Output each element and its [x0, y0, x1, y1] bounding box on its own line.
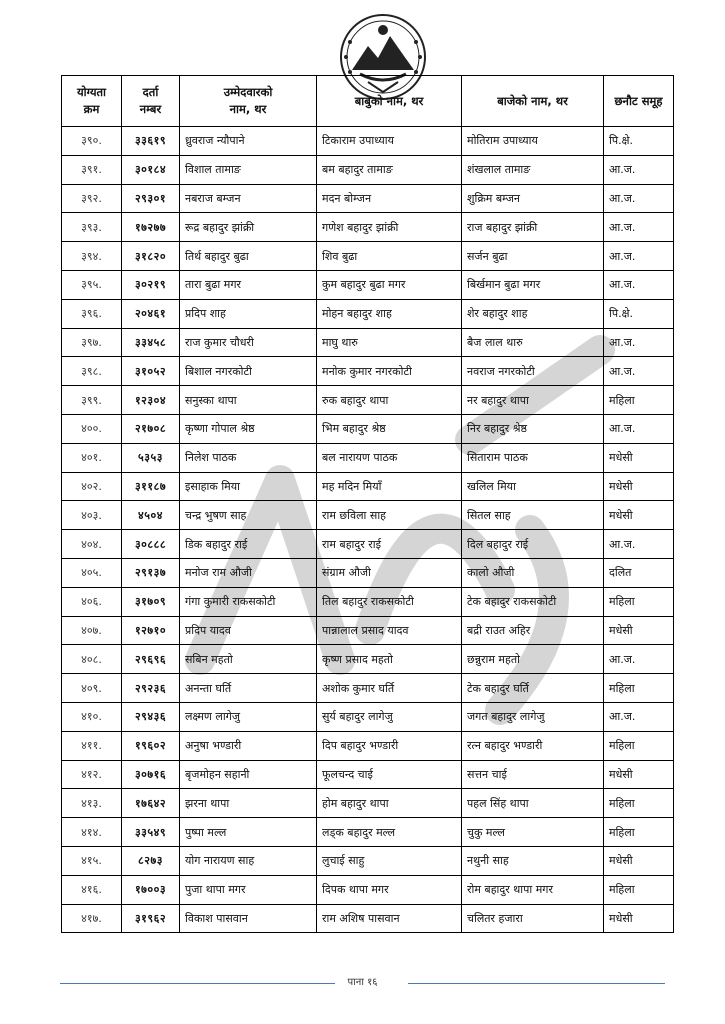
table-row	[62, 501, 674, 530]
registration-number-cell: ३०१८४	[122, 155, 180, 184]
column-header	[62, 76, 122, 127]
table-row	[62, 414, 674, 443]
registration-number-cell: ३३५४९	[122, 818, 180, 847]
grandfather-name-cell: पहल सिंह थापा	[462, 789, 604, 818]
table-row	[62, 645, 674, 674]
serial-cell: ४१३.	[62, 789, 122, 818]
table-row	[62, 818, 674, 847]
grandfather-name-cell: बिर्खमान बुढा मगर	[462, 270, 604, 299]
selection-group-cell: आ.ज.	[604, 414, 674, 443]
table-row	[62, 270, 674, 299]
father-name-cell: शिव बुढा	[317, 242, 462, 271]
father-name-cell: मनोक कुमार नगरकोटी	[317, 357, 462, 386]
table-row	[62, 127, 674, 156]
registration-number-cell: १२७१०	[122, 616, 180, 645]
table-row	[62, 530, 674, 559]
serial-cell: ४१६.	[62, 875, 122, 904]
grandfather-name-cell: दिल बहादुर राई	[462, 530, 604, 559]
candidate-name-cell: डिक बहादुर राई	[180, 530, 317, 559]
registration-number-cell: १९६०२	[122, 731, 180, 760]
table-row	[62, 184, 674, 213]
column-header	[122, 76, 180, 127]
candidate-name-cell: इसाहाक मिया	[180, 472, 317, 501]
candidate-name-cell: पुजा थापा मगर	[180, 875, 317, 904]
registration-number-cell: ३०२१९	[122, 270, 180, 299]
selection-group-cell: महिला	[604, 731, 674, 760]
registration-number-cell: १७६४२	[122, 789, 180, 818]
column-header-text: योग्यता	[76, 85, 107, 99]
grandfather-name-cell: जगत बहादुर लागेजु	[462, 702, 604, 731]
registration-number-cell: ३१८२०	[122, 242, 180, 271]
serial-cell: ३९३.	[62, 213, 122, 242]
father-name-cell: कृष्ण प्रसाद महतो	[317, 645, 462, 674]
page-number: पाना १६	[347, 977, 378, 988]
father-name-cell: पान्नालाल प्रसाद यादव	[317, 616, 462, 645]
registration-number-cell: ८२७३	[122, 846, 180, 875]
candidate-name-cell: चन्द्र भुषण साह	[180, 501, 317, 530]
father-name-cell: टिकाराम उपाध्याय	[317, 127, 462, 156]
table-row	[62, 443, 674, 472]
selection-group-cell: महिला	[604, 875, 674, 904]
candidate-name-cell: योग नारायण साह	[180, 846, 317, 875]
table-row	[62, 472, 674, 501]
serial-cell: ३९२.	[62, 184, 122, 213]
grandfather-name-cell: सितल साह	[462, 501, 604, 530]
selection-group-cell: मधेसी	[604, 846, 674, 875]
serial-cell: ४०९.	[62, 674, 122, 703]
candidate-name-cell: पुष्पा मल्ल	[180, 818, 317, 847]
table-row	[62, 846, 674, 875]
selection-group-cell: महिला	[604, 587, 674, 616]
serial-cell: ४१७.	[62, 904, 122, 933]
grandfather-name-cell: रत्न बहादुर भण्डारी	[462, 731, 604, 760]
selection-group-cell: महिला	[604, 386, 674, 415]
selection-group-cell: आ.ज.	[604, 645, 674, 674]
serial-cell: ३९४.	[62, 242, 122, 271]
column-header-text: नाम, थर	[229, 102, 267, 116]
candidate-name-cell: राज कुमार चौधरी	[180, 328, 317, 357]
selection-group-cell: मधेसी	[604, 904, 674, 933]
selection-group-cell: मधेसी	[604, 443, 674, 472]
column-header-text: उम्मेदवारको	[223, 85, 273, 99]
serial-cell: ४११.	[62, 731, 122, 760]
registration-number-cell: ४५०४	[122, 501, 180, 530]
father-name-cell: राम अशिष पासवान	[317, 904, 462, 933]
grandfather-name-cell: खलिल मिया	[462, 472, 604, 501]
registration-number-cell: २९२३६	[122, 674, 180, 703]
column-header-text: छनौट समूह	[614, 93, 663, 108]
selection-group-cell: आ.ज.	[604, 184, 674, 213]
serial-cell: ४०२.	[62, 472, 122, 501]
father-name-cell: बम बहादुर तामाङ	[317, 155, 462, 184]
father-name-cell: कुम बहादुर बुढा मगर	[317, 270, 462, 299]
grandfather-name-cell: बद्री राउत अहिर	[462, 616, 604, 645]
registration-number-cell: १७२७७	[122, 213, 180, 242]
selection-group-cell: मधेसी	[604, 760, 674, 789]
column-header-text: बाजेको नाम, थर	[497, 93, 568, 108]
registration-number-cell: १२३०४	[122, 386, 180, 415]
registration-number-cell: ३१९६२	[122, 904, 180, 933]
selection-group-cell: मधेसी	[604, 616, 674, 645]
candidate-name-cell: बिशाल नगरकोटी	[180, 357, 317, 386]
candidate-name-cell: तारा बुढा मगर	[180, 270, 317, 299]
serial-cell: ४०३.	[62, 501, 122, 530]
father-name-cell: राम बहादुर राई	[317, 530, 462, 559]
table-row	[62, 587, 674, 616]
table-header-row	[62, 76, 674, 127]
father-name-cell: गणेश बहादुर झांक्री	[317, 213, 462, 242]
serial-cell: ३९९.	[62, 386, 122, 415]
table-row	[62, 155, 674, 184]
father-name-cell: संग्राम औजी	[317, 558, 462, 587]
candidate-name-cell: अनन्ता घर्ति	[180, 674, 317, 703]
father-name-cell: अशोक कुमार घर्ति	[317, 674, 462, 703]
father-name-cell: तिल बहादुर राकसकोटी	[317, 587, 462, 616]
selection-group-cell: महिला	[604, 674, 674, 703]
table-row	[62, 674, 674, 703]
registration-number-cell: ३३६१९	[122, 127, 180, 156]
serial-cell: ४१२.	[62, 760, 122, 789]
column-header-text: नम्बर	[139, 102, 162, 116]
candidate-name-cell: सनुस्का थापा	[180, 386, 317, 415]
table-row	[62, 386, 674, 415]
serial-cell: ३९६.	[62, 299, 122, 328]
candidate-name-cell: अनुषा भण्डारी	[180, 731, 317, 760]
father-name-cell: रुक बहादुर थापा	[317, 386, 462, 415]
candidate-name-cell: लक्ष्मण लागेजु	[180, 702, 317, 731]
registration-number-cell: ३११८७	[122, 472, 180, 501]
table-row	[62, 213, 674, 242]
candidate-name-cell: मनोज राम औजी	[180, 558, 317, 587]
father-name-cell: लड्क बहादुर मल्ल	[317, 818, 462, 847]
table-row	[62, 760, 674, 789]
serial-cell: ४०४.	[62, 530, 122, 559]
registration-number-cell: ३१०५२	[122, 357, 180, 386]
candidate-name-cell: ध्रुवराज न्यौपाने	[180, 127, 317, 156]
grandfather-name-cell: टेक बहादुर राकसकोटी	[462, 587, 604, 616]
candidate-table	[61, 75, 674, 933]
registration-number-cell: ३०८८८	[122, 530, 180, 559]
candidate-name-cell: प्रदिप शाह	[180, 299, 317, 328]
grandfather-name-cell: शेर बहादुर शाह	[462, 299, 604, 328]
registration-number-cell: २१७०८	[122, 414, 180, 443]
selection-group-cell: दलित	[604, 558, 674, 587]
candidate-name-cell: प्रदिप यादव	[180, 616, 317, 645]
grandfather-name-cell: शुक्रिम बम्जन	[462, 184, 604, 213]
table-row	[62, 357, 674, 386]
father-name-cell: मदन बोम्जन	[317, 184, 462, 213]
father-name-cell: माघु थारु	[317, 328, 462, 357]
serial-cell: ४००.	[62, 414, 122, 443]
selection-group-cell: आ.ज.	[604, 357, 674, 386]
table-row	[62, 328, 674, 357]
candidate-name-cell: विशाल तामाङ	[180, 155, 317, 184]
selection-group-cell: आ.ज.	[604, 213, 674, 242]
grandfather-name-cell: निर बहादुर श्रेष्ठ	[462, 414, 604, 443]
candidate-name-cell: तिर्थ बहादुर बुढा	[180, 242, 317, 271]
registration-number-cell: ३०७१६	[122, 760, 180, 789]
serial-cell: ३९७.	[62, 328, 122, 357]
table-row	[62, 242, 674, 271]
registration-number-cell: २९६९६	[122, 645, 180, 674]
table-row	[62, 789, 674, 818]
serial-cell: ४१४.	[62, 818, 122, 847]
column-header-text: क्रम	[83, 102, 100, 116]
candidate-name-cell: गंगा कुमारी राकसकोटी	[180, 587, 317, 616]
grandfather-name-cell: चुकु मल्ल	[462, 818, 604, 847]
candidate-name-cell: विकाश पासवान	[180, 904, 317, 933]
grandfather-name-cell: बैज लाल थारु	[462, 328, 604, 357]
grandfather-name-cell: सिताराम पाठक	[462, 443, 604, 472]
selection-group-cell: मधेसी	[604, 472, 674, 501]
registration-number-cell: २०४६१	[122, 299, 180, 328]
table-row	[62, 299, 674, 328]
serial-cell: ४०६.	[62, 587, 122, 616]
candidate-name-cell: नबराज बम्जन	[180, 184, 317, 213]
registration-number-cell: ३१७०९	[122, 587, 180, 616]
selection-group-cell: पि.क्षे.	[604, 127, 674, 156]
father-name-cell: फूलचन्द चाई	[317, 760, 462, 789]
registration-number-cell: २९३०१	[122, 184, 180, 213]
father-name-cell: दिप बहादुर भण्डारी	[317, 731, 462, 760]
grandfather-name-cell: टेक बहादुर घर्ति	[462, 674, 604, 703]
table-row	[62, 702, 674, 731]
selection-group-cell: आ.ज.	[604, 702, 674, 731]
selection-group-cell: पि.क्षे.	[604, 299, 674, 328]
selection-group-cell: आ.ज.	[604, 328, 674, 357]
serial-cell: ४०८.	[62, 645, 122, 674]
selection-group-cell: महिला	[604, 818, 674, 847]
registration-number-cell: २९१३७	[122, 558, 180, 587]
registration-number-cell: ३३४५८	[122, 328, 180, 357]
father-name-cell: मह मदिन मियाँ	[317, 472, 462, 501]
serial-cell: ४०५.	[62, 558, 122, 587]
selection-group-cell: आ.ज.	[604, 242, 674, 271]
table-row	[62, 904, 674, 933]
father-name-cell: लुचाई साहु	[317, 846, 462, 875]
grandfather-name-cell: छन्नुराम महतो	[462, 645, 604, 674]
selection-group-cell: आ.ज.	[604, 155, 674, 184]
serial-cell: ४१०.	[62, 702, 122, 731]
grandfather-name-cell: चलितर हजारा	[462, 904, 604, 933]
column-header	[180, 76, 317, 127]
grandfather-name-cell: नथुनी साह	[462, 846, 604, 875]
table-row	[62, 558, 674, 587]
serial-cell: ३९८.	[62, 357, 122, 386]
selection-group-cell: महिला	[604, 789, 674, 818]
candidate-name-cell: कृष्णा गोपाल श्रेष्ठ	[180, 414, 317, 443]
registration-number-cell: १७००३	[122, 875, 180, 904]
table-row	[62, 616, 674, 645]
grandfather-name-cell: राज बहादुर झांक्री	[462, 213, 604, 242]
column-header	[462, 76, 604, 127]
father-name-cell: दिपक थापा मगर	[317, 875, 462, 904]
candidate-name-cell: निलेश पाठक	[180, 443, 317, 472]
column-header-text: बाबुको नाम, थर	[354, 93, 424, 108]
registration-number-cell: २९४३६	[122, 702, 180, 731]
column-header	[604, 76, 674, 127]
serial-cell: ३९५.	[62, 270, 122, 299]
candidate-name-cell: रूद्र बहादुर झांक्री	[180, 213, 317, 242]
father-name-cell: मोहन बहादुर शाह	[317, 299, 462, 328]
column-header	[317, 76, 462, 127]
selection-group-cell: मधेसी	[604, 501, 674, 530]
table-row	[62, 731, 674, 760]
grandfather-name-cell: सत्तन चाई	[462, 760, 604, 789]
serial-cell: ४०१.	[62, 443, 122, 472]
serial-cell: ३९०.	[62, 127, 122, 156]
serial-cell: ४१५.	[62, 846, 122, 875]
grandfather-name-cell: नवराज नगरकोटी	[462, 357, 604, 386]
father-name-cell: सुर्य बहादुर लागेजु	[317, 702, 462, 731]
father-name-cell: राम छविला साह	[317, 501, 462, 530]
grandfather-name-cell: कालो औजी	[462, 558, 604, 587]
table-row	[62, 875, 674, 904]
grandfather-name-cell: सर्जन बुढा	[462, 242, 604, 271]
serial-cell: ४०७.	[62, 616, 122, 645]
candidate-name-cell: झरना थापा	[180, 789, 317, 818]
father-name-cell: भिम बहादुर श्रेष्ठ	[317, 414, 462, 443]
selection-group-cell: आ.ज.	[604, 530, 674, 559]
serial-cell: ३९१.	[62, 155, 122, 184]
grandfather-name-cell: नर बहादुर थापा	[462, 386, 604, 415]
candidate-name-cell: बृजमोहन सहानी	[180, 760, 317, 789]
grandfather-name-cell: शंखलाल तामाङ	[462, 155, 604, 184]
grandfather-name-cell: मोतिराम उपाध्याय	[462, 127, 604, 156]
candidate-name-cell: सबिन महतो	[180, 645, 317, 674]
grandfather-name-cell: रोम बहादुर थापा मगर	[462, 875, 604, 904]
father-name-cell: होम बहादुर थापा	[317, 789, 462, 818]
registration-number-cell: ५३५३	[122, 443, 180, 472]
column-header-text: दर्ता	[142, 85, 159, 99]
father-name-cell: बल नारायण पाठक	[317, 443, 462, 472]
selection-group-cell: आ.ज.	[604, 270, 674, 299]
